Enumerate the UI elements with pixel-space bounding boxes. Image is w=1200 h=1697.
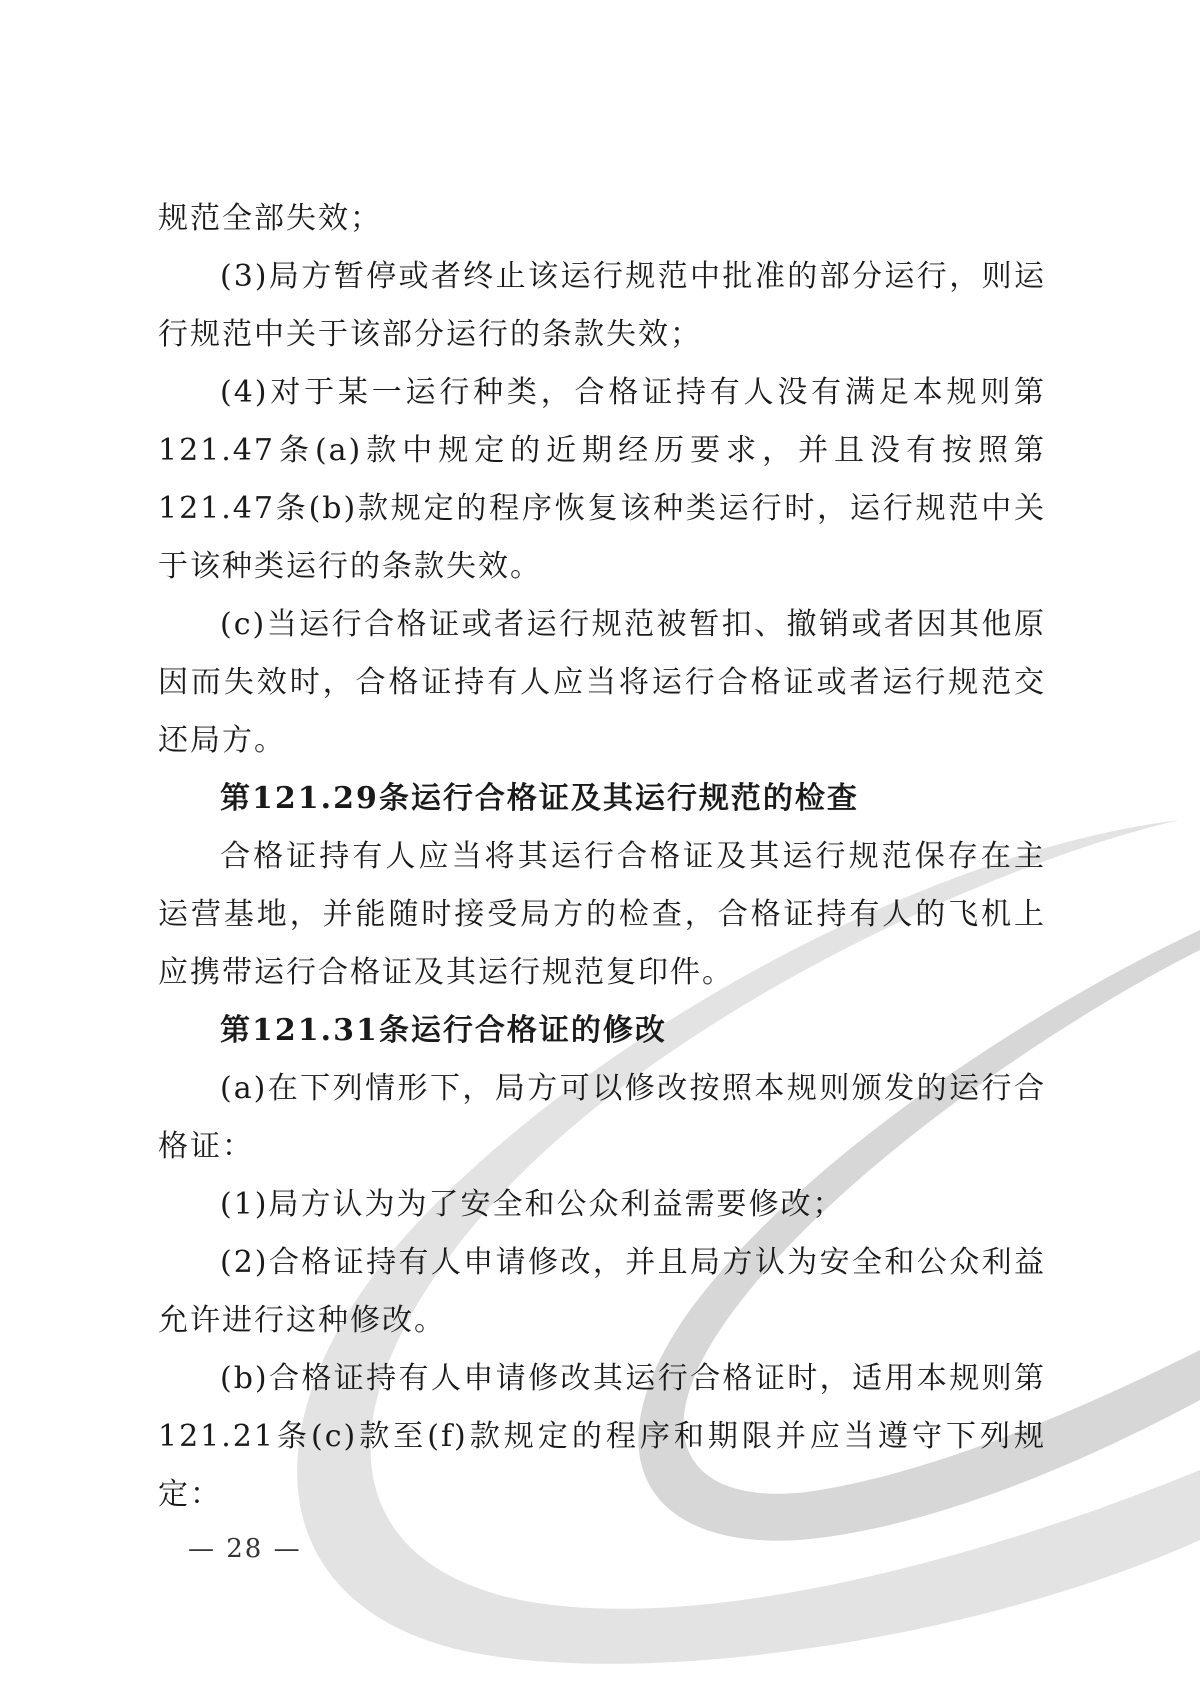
paragraph-item-c: (c)当运行合格证或者运行规范被暂扣、撤销或者因其他原因而失效时，合格证持有人应当将运行合格证或者运行规范交还局方。 — [158, 607, 1046, 758]
page-number: — 28 — — [188, 1534, 302, 1564]
paragraph-121-31-a-2: (2)合格证持有人申请修改，并且局方认为安全和公众利益允许进行这种修改。 — [158, 1245, 1046, 1338]
section-heading-121-31: 第121.31条运行合格证的修改 — [220, 1013, 667, 1048]
section-heading-121-29: 第121.29条运行合格证及其运行规范的检查 — [220, 781, 859, 816]
paragraph-121-31-b: (b)合格证持有人申请修改其运行合格证时，适用本规则第121.21条(c)款至(f)款规定的程序和期限并应当遵守下列规定： — [158, 1361, 1046, 1512]
document-body — [158, 190, 1046, 1524]
paragraph-121-29-body: 合格证持有人应当将其运行合格证及其运行规范保存在主运营基地，并能随时接受局方的检查，合格证持有人的飞机上应携带运行合格证及其运行规范复印件。 — [158, 839, 1046, 990]
paragraph-121-31-a: (a)在下列情形下，局方可以修改按照本规则颁发的运行合格证： — [158, 1071, 1046, 1164]
paragraph-item-3: (3)局方暂停或者终止该运行规范中批准的部分运行，则运行规范中关于该部分运行的条款失效； — [158, 259, 1046, 352]
paragraph-continuation: 规范全部失效； — [158, 201, 382, 236]
paragraph-121-31-a-1: (1)局方认为为了安全和公众利益需要修改； — [220, 1187, 845, 1222]
paragraph-item-4: (4)对于某一运行种类，合格证持有人没有满足本规则第121.47条(a)款中规定的近期经历要求，并且没有按照第121.47条(b)款规定的程序恢复该种类运行时，运行规范中关于该种类运行的条款失效。 — [158, 375, 1046, 584]
